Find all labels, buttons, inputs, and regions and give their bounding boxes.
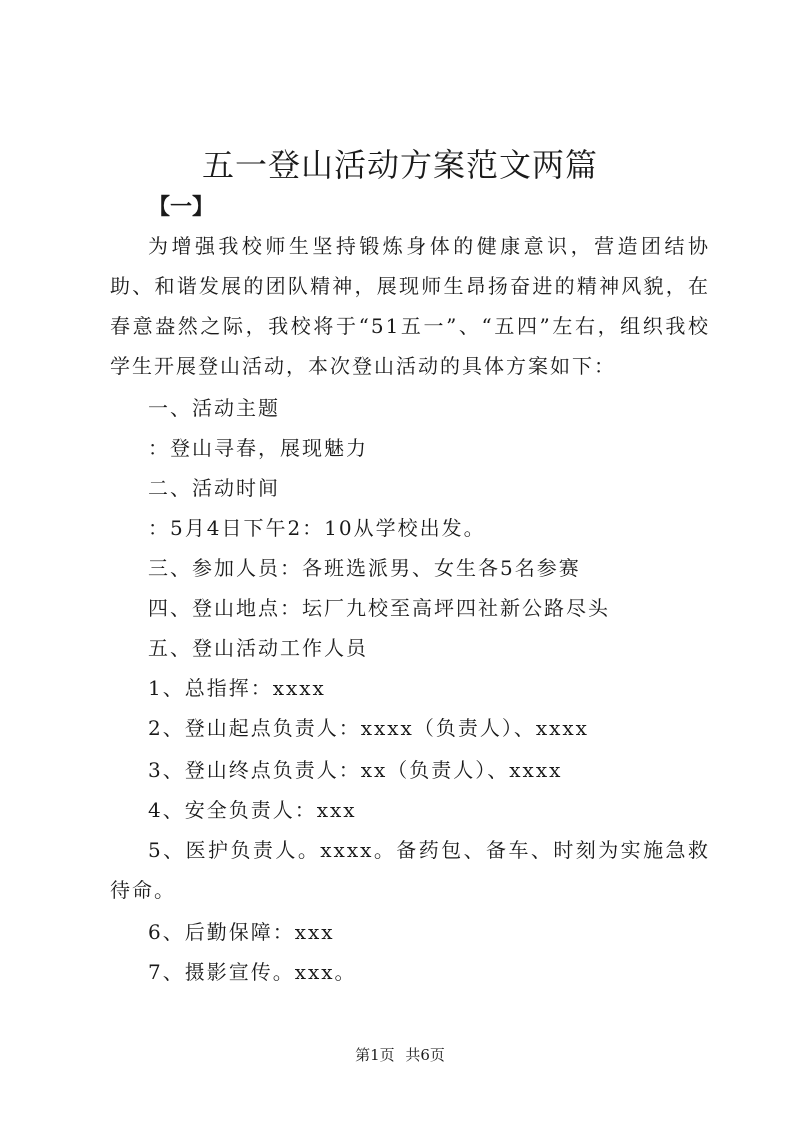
heading-staff: 五、登山活动工作人员 xyxy=(148,636,368,660)
activity-time-text: ：5月4日下午2：10从学校出发。 xyxy=(148,516,486,540)
participants-line: 三、参加人员：各班选派男、女生各5名参赛 xyxy=(148,556,581,580)
staff-item-4: 4、安全负责人：xxx xyxy=(148,798,357,822)
page-footer xyxy=(0,1044,800,1065)
document-title: 五一登山活动方案范文两篇 xyxy=(201,146,598,184)
section-mark: 【一】 xyxy=(148,194,215,220)
location-line: 四、登山地点：坛厂九校至高坪四社新公路尽头 xyxy=(148,596,610,620)
heading-activity-theme: 一、活动主题 xyxy=(148,396,280,420)
heading-activity-time: 二、活动时间 xyxy=(148,476,280,500)
staff-item-1: 1、总指挥：xxxx xyxy=(148,676,326,700)
staff-item-5: 5、医护负责人。xxxx。备药包、备车、时刻为实施急救待命。 xyxy=(110,838,710,902)
page-number: 第1页 xyxy=(355,1046,395,1064)
staff-item-6: 6、后勤保障：xxx xyxy=(148,920,335,944)
staff-item-7: 7、摄影宣传。xxx。 xyxy=(148,960,357,984)
staff-item-3: 3、登山终点负责人：xx（负责人）、xxxx xyxy=(148,758,563,782)
intro-paragraph: 为增强我校师生坚持锻炼身体的健康意识，营造团结协助、和谐发展的团队精神，展现师生昂扬奋进的精神风貌，在春意盎然之际，我校将于“51五一”、“五四”左右，组织我校学生开展登山活动，本次登山活动的具体方案如下： xyxy=(110,234,710,378)
page-total: 共6页 xyxy=(405,1046,445,1064)
staff-item-2: 2、登山起点负责人：xxxx（负责人）、xxxx xyxy=(148,716,589,740)
activity-theme-text: ：登山寻春，展现魅力 xyxy=(148,436,368,460)
